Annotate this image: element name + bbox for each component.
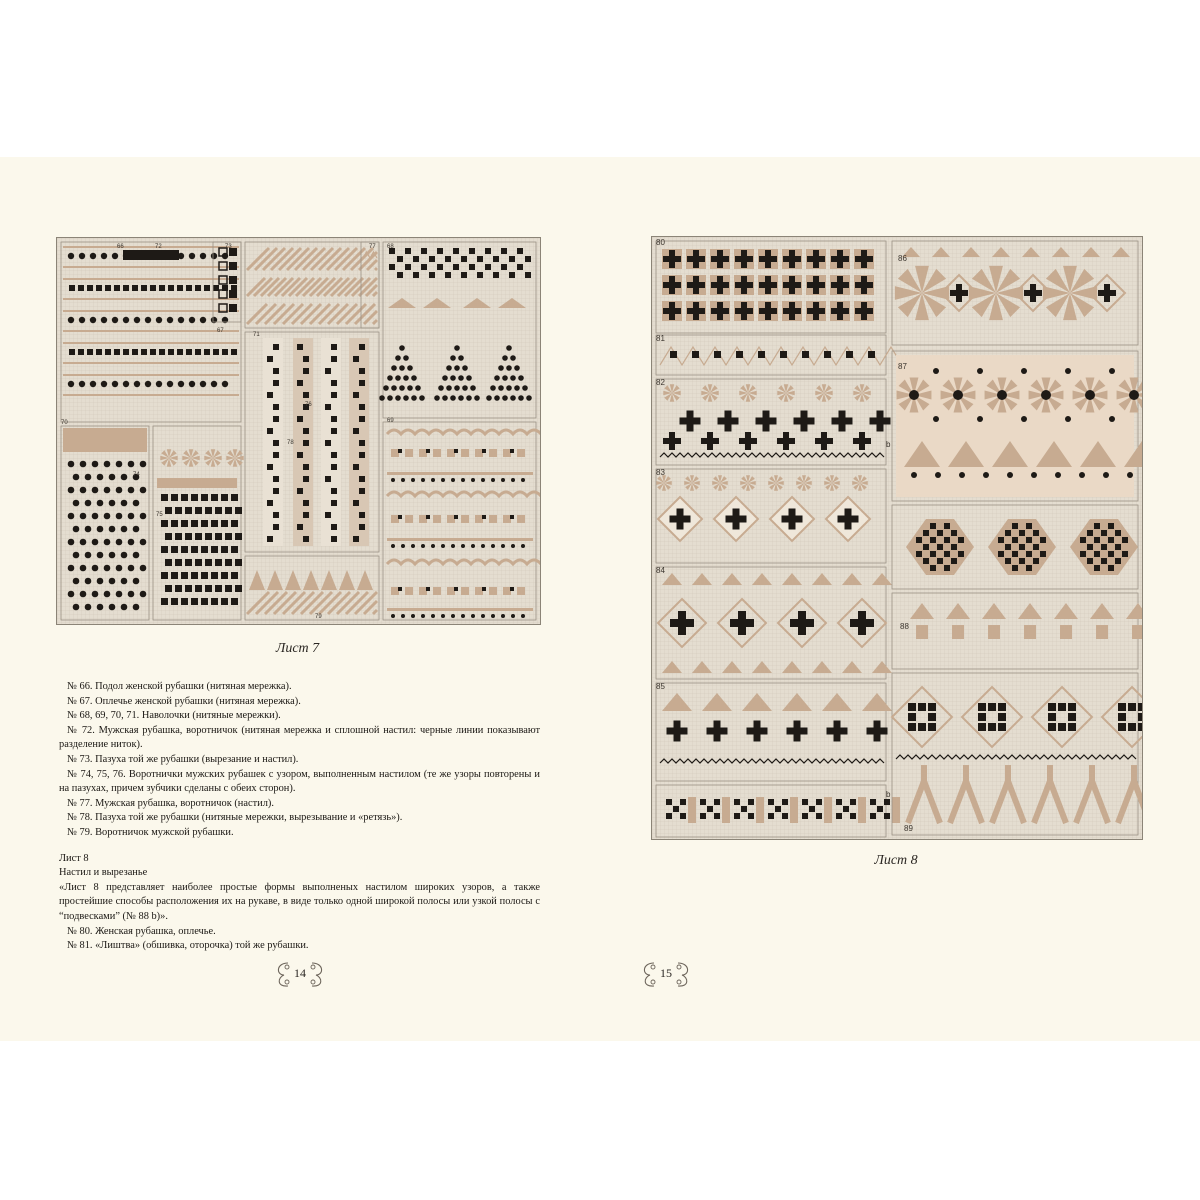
plate-label: 81 — [656, 334, 665, 343]
plate-label: 80 — [656, 238, 665, 247]
book-spread — [0, 157, 1200, 1041]
paragraph: № 74, 75, 76. Воротнички мужских рубашек с узором, выполненным настилом (те же узоры повторены и на пазухах, причем зубчики сделаны с обеих сторон). — [59, 768, 540, 795]
plate-label: 74 — [133, 472, 140, 478]
plate-label: 84 — [656, 566, 665, 575]
plate-label: 83 — [656, 468, 665, 477]
plate-label: 78 — [287, 440, 294, 446]
right-page — [600, 157, 1200, 1041]
paragraph: № 77. Мужская рубашка, воротничок (настил). — [67, 797, 274, 809]
paragraph: № 79. Воротничок мужской рубашки. — [67, 826, 234, 838]
plate-description-text — [59, 680, 540, 954]
plate-label: 69 — [387, 418, 394, 424]
plate-label: 76 — [305, 402, 312, 408]
plate-7-caption: Лист 7 — [275, 641, 320, 656]
paragraph: № 73. Пазуха той же рубашки (вырезание и настил). — [67, 753, 299, 765]
plate-label: 71 — [253, 332, 260, 338]
paragraph: № 72. Мужская рубашка, воротничок (нитяная мережка и сплошной настил: черные линии показывают разделение ниток). — [59, 724, 540, 751]
paragraph: № 80. Женская рубашка, оплечье. — [67, 925, 216, 937]
plate-label: 70 — [61, 420, 68, 426]
plate-label: 67 — [217, 328, 224, 334]
plate-8-embroidery-patterns-image — [651, 236, 1143, 840]
plate-label: 66 — [117, 244, 124, 250]
plate-label: 77 — [369, 244, 376, 250]
plate-8-artwork — [652, 237, 1142, 839]
paragraph: № 78. Пазуха той же рубашки (нитяные мережки, вырезывание и «ретязь»). — [67, 812, 403, 824]
plate-label: 89 — [904, 824, 913, 833]
paragraph: № 67. Оплечье женской рубашки (нитяная мережка). — [67, 695, 301, 707]
page-number: 15 — [660, 966, 672, 980]
sheet-8-subheading: Настил и вырезанье — [59, 867, 148, 879]
plate-label: 72 — [155, 244, 162, 250]
plate-label: 85 — [656, 682, 665, 691]
paragraph: № 68, 69, 70, 71. Наволочки (нитяные мережки). — [67, 710, 281, 722]
plate-7-artwork — [57, 238, 540, 624]
page-number-ornament — [270, 957, 330, 991]
page-number: 14 — [294, 966, 306, 980]
plate-label: 68 — [387, 244, 394, 250]
page-number-ornament — [636, 957, 696, 991]
paragraph: № 66. Подол женской рубашки (нитяная мережка). — [67, 681, 292, 692]
plate-label: 73 — [225, 244, 232, 250]
plate-label: b — [886, 790, 891, 799]
plate-label: 86 — [898, 254, 907, 263]
left-page — [0, 157, 600, 1041]
paragraph: № 81. «Лиштва» (обшивка, оторочка) той же рубашки. — [67, 940, 309, 952]
plate-8-caption: Лист 8 — [874, 853, 918, 868]
plate-label: b — [886, 440, 891, 449]
plate-label: 87 — [898, 362, 907, 371]
sheet-8-heading: Лист 8 — [59, 852, 89, 864]
plate-label: 88 — [900, 622, 909, 631]
paragraph: «Лист 8 представляет наиболее простые формы выполненых настилом широких узоров, а также простейшие способы расположения их на рукаве, в виде только одной широкой полосы или узкой полосы с “подвесками” (№ 88 b)». — [59, 881, 540, 922]
plate-label: 82 — [656, 378, 665, 387]
plate-label: 79 — [315, 614, 322, 620]
plate-label: 75 — [156, 512, 163, 518]
plate-7-embroidery-patterns-image — [56, 237, 541, 625]
